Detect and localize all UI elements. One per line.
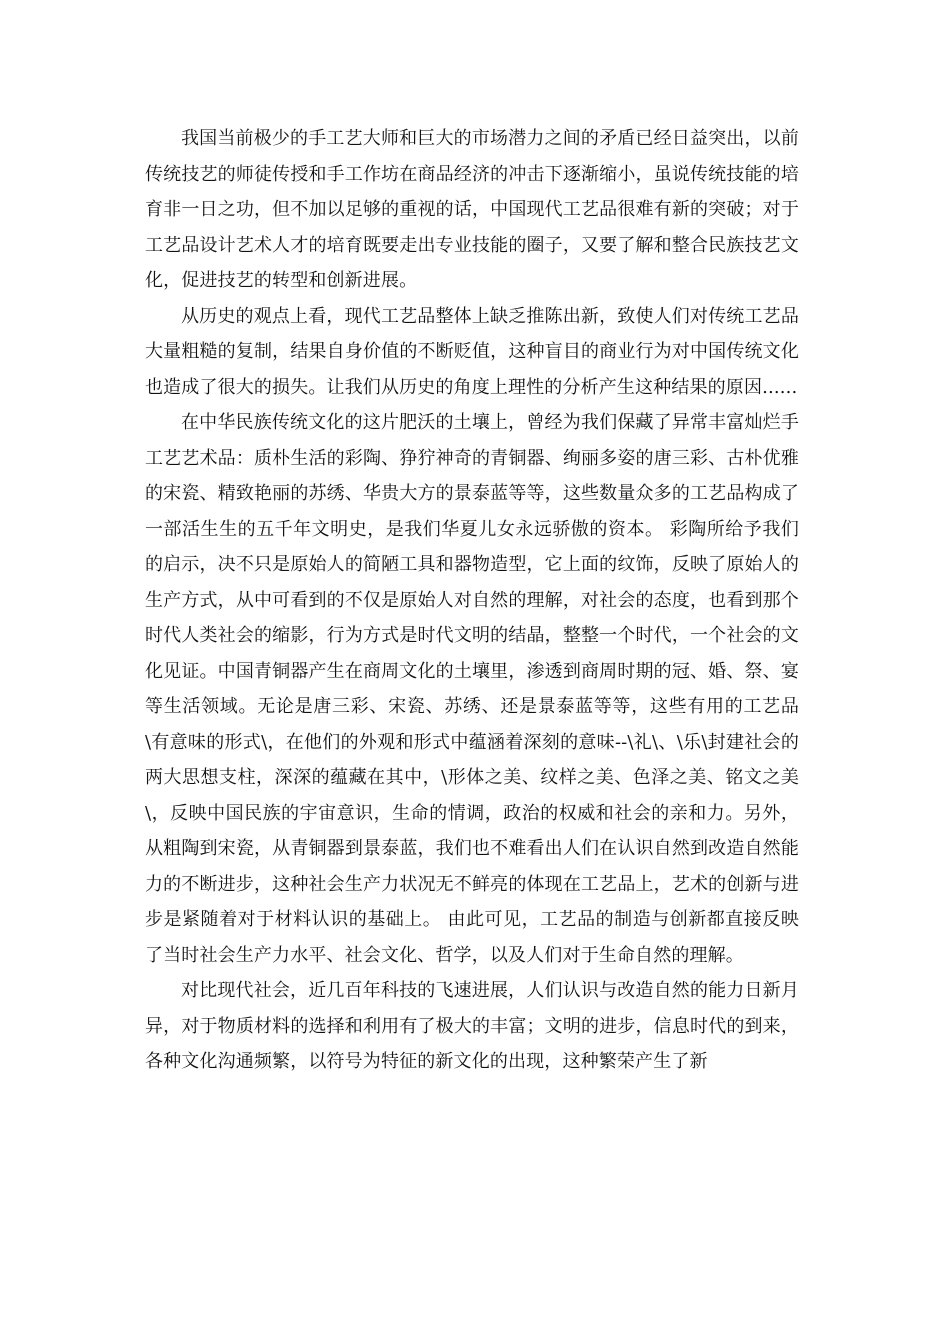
paragraph-2: 从历史的观点上看，现代工艺品整体上缺乏推陈出新，致使人们对传统工艺品大量粗糙的复制，结果自身价值的不断贬值，这种盲目的商业行为对中国传统文化也造成了很大的损失。让我们从历史的角度上理性的分析产生这种结果的原因...... bbox=[145, 305, 799, 398]
body-text bbox=[145, 121, 799, 1080]
paragraph-4: 对比现代社会，近几百年科技的飞速进展，人们认识与改造自然的能力日新月异，对于物质材料的选择和利用有了极大的丰富；文明的进步，信息时代的到来，各种文化沟通频繁，以符号为特征的新文化的出现，这种繁荣产生了新 bbox=[145, 980, 799, 1072]
paragraph-1: 我国当前极少的手工艺大师和巨大的市场潜力之间的矛盾已经日益突出，以前传统技艺的师徒传授和手工作坊在商品经济的冲击下逐渐缩小，虽说传统技能的培育非一日之功，但不加以足够的重视的话，中国现代工艺品很难有新的突破；对于工艺品设计艺术人才的培育既要走出专业技能的圈子，又要了解和整合民族技艺文化，促进技艺的转型和创新进展。 bbox=[145, 128, 799, 291]
paragraph-3: 在中华民族传统文化的这片肥沃的土壤上，曾经为我们保藏了异常丰富灿烂手工艺艺术品：质朴生活的彩陶、狰狞神奇的青铜器、绚丽多姿的唐三彩、古朴优雅的宋瓷、精致艳丽的苏绣、华贵大方的景泰蓝等等，这些数量众多的工艺品构成了一部活生生的五千年文明史，是我们华夏儿女永远骄傲的资本。 彩陶所给予我们的启示，决不只是原始人的简陋工具和器物造型，它上面的纹饰，反映了原始人的生产方式，从中可看到的不仅是原始人对自然的理解，对社会的态度，也看到那个时代人类社会的缩影，行为方式是时代文明的结晶，整整一个时代，一个社会的文化见证。中国青铜器产生在商周文化的土壤里，渗透到商周时期的冠、婚、祭、宴等生活领域。无论是唐三彩、宋瓷、苏绣、还是景泰蓝等等，这些有用的工艺品\有意味的形式\，在他们的外观和形式中蕴涵着深刻的意味--\礼\、\乐\封建社会的两大思想支柱，深深的蕴藏在其中，\形体之美、纹样之美、色泽之美、铭文之美\，反映中国民族的宇宙意识，生命的情调，政治的权威和社会的亲和力。另外，从粗陶到宋瓷，从青铜器到景泰蓝，我们也不难看出人们在认识自然到改造自然能力的不断进步，这种社会生产力状况无不鲜亮的体现在工艺品上，艺术的创新与进步是紧随着对于材料认识的基础上。 由此可见，工艺品的制造与创新都直接反映了当时社会生产力水平、社会文化、哲学，以及人们对于生命自然的理解。 bbox=[145, 412, 799, 966]
